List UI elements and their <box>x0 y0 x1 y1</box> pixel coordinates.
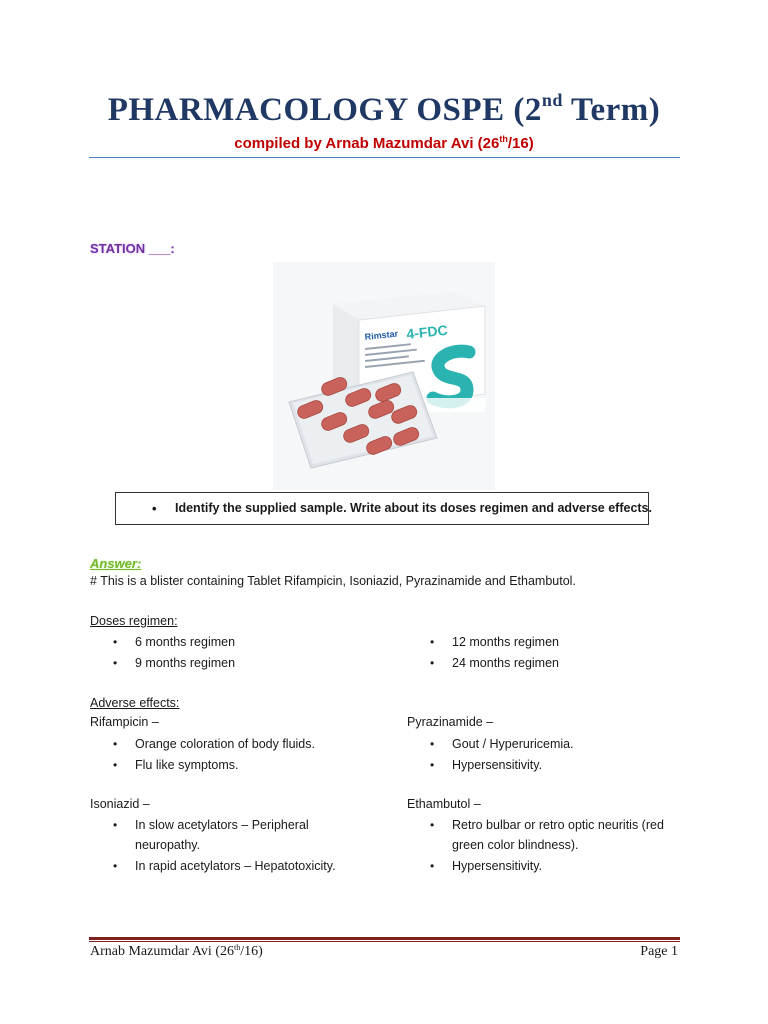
footer-divider-thin <box>89 941 680 942</box>
drug-name-pyrazinamide: Pyrazinamide – <box>407 715 494 729</box>
bullet: • <box>113 635 118 649</box>
blister-pack-illustration <box>273 262 495 490</box>
adverse-heading: Adverse effects: <box>90 696 180 710</box>
effect-item: Gout / Hyperuricemia. <box>452 737 574 751</box>
drug-name-ethambutol: Ethambutol – <box>407 797 481 811</box>
effect-item-continued: neuropathy. <box>135 838 201 852</box>
document-title: PHARMACOLOGY OSPE (2nd Term) <box>107 90 661 128</box>
answer-label: Answer: <box>90 556 142 571</box>
effect-item: Orange coloration of body fluids. <box>135 737 315 751</box>
bullet: • <box>113 758 118 772</box>
product-photo <box>273 262 495 490</box>
question-bullet: • <box>152 501 157 516</box>
bullet: • <box>113 737 118 751</box>
effect-item: Hypersensitivity. <box>452 758 543 772</box>
question-box <box>115 492 652 525</box>
effect-item-continued: green color blindness). <box>452 838 579 852</box>
brand-suffix: 4-FDC <box>405 321 449 342</box>
bullet: • <box>430 656 435 670</box>
effect-item: Hypersensitivity. <box>452 859 543 873</box>
page-number: Page 1 <box>640 944 678 959</box>
dose-item: 9 months regimen <box>135 656 236 670</box>
bullet: • <box>430 859 435 873</box>
dose-item: 24 months regimen <box>452 656 560 670</box>
doses-heading: Doses regimen: <box>90 614 178 628</box>
effect-item: Retro bulbar or retro optic neuritis (red <box>452 818 664 832</box>
bullet: • <box>430 758 435 772</box>
bullet: • <box>430 818 435 832</box>
title-divider <box>89 157 680 158</box>
question-text: Identify the supplied sample. Write about its doses regimen and adverse effects. <box>175 501 652 515</box>
brand-name: Rimstar <box>364 328 399 342</box>
dose-item: 6 months regimen <box>135 635 236 649</box>
effect-item: In rapid acetylators – Hepatotoxicity. <box>135 859 336 873</box>
footer-divider <box>89 937 680 940</box>
answer-intro: # This is a blister containing Tablet Rifampicin, Isoniazid, Pyrazinamide and Ethambutol. <box>90 574 576 588</box>
document-subtitle: compiled by Arnab Mazumdar Avi (26th/16) <box>234 134 534 152</box>
bullet: • <box>113 818 118 832</box>
bullet: • <box>113 859 118 873</box>
bullet: • <box>430 635 435 649</box>
bullet: • <box>430 737 435 751</box>
effect-item: In slow acetylators – Peripheral <box>135 818 309 832</box>
drug-name-isoniazid: Isoniazid – <box>90 797 150 811</box>
dose-item: 12 months regimen <box>452 635 560 649</box>
station-label: STATION ___: <box>90 241 175 256</box>
effect-item: Flu like symptoms. <box>135 758 239 772</box>
drug-name-rifampicin: Rifampicin – <box>90 715 159 729</box>
bullet: • <box>113 656 118 670</box>
footer-author: Arnab Mazumdar Avi (26th/16) <box>90 943 263 959</box>
